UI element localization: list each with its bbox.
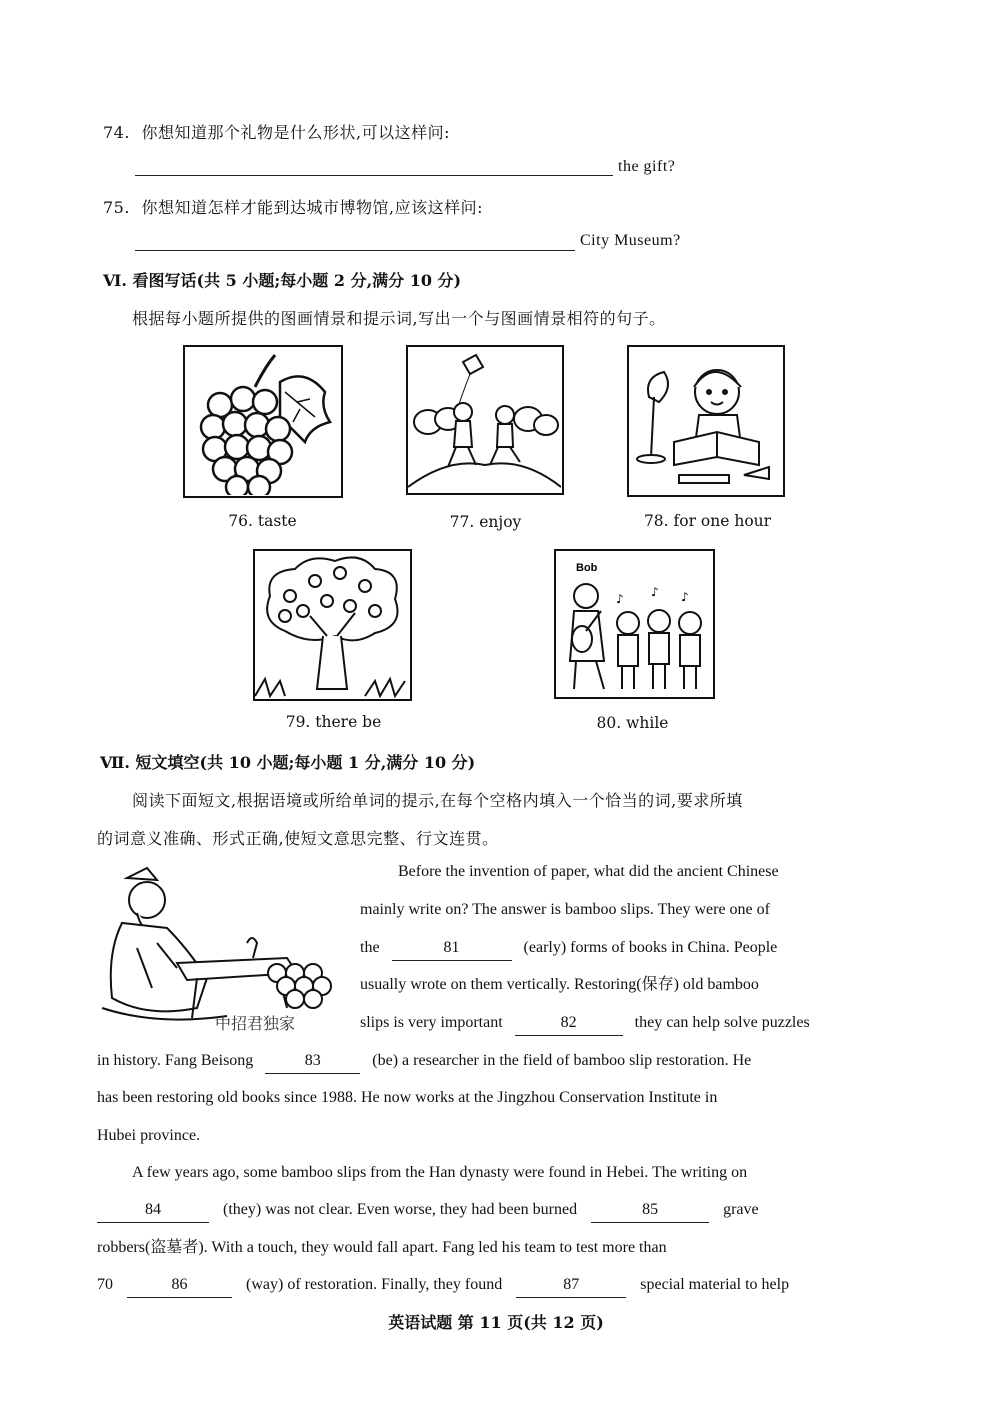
answer-line-75[interactable] bbox=[135, 250, 575, 251]
blank-84[interactable]: 84 bbox=[97, 1200, 209, 1223]
svg-text:♪: ♪ bbox=[681, 590, 689, 604]
picture-80 bbox=[554, 549, 715, 699]
section-6-instruction: 根据每小题所提供的图画情景和提示词,写出一个与图画情景相符的句子。 bbox=[132, 309, 666, 328]
picture-caption-76: 76. taste bbox=[228, 512, 297, 530]
bob-guitar-children-singing-icon bbox=[556, 551, 712, 696]
blank-81[interactable]: 81 bbox=[392, 938, 512, 961]
children-flying-kite-icon bbox=[408, 347, 561, 492]
watermark: 中招君独家 bbox=[215, 1014, 296, 1033]
apple-tree-icon bbox=[255, 551, 409, 698]
answer-line-74[interactable] bbox=[135, 175, 613, 176]
question-74 bbox=[103, 120, 450, 143]
scholar-illustration bbox=[97, 858, 352, 1038]
passage-line-blank-86-87: 70 86 (way) of restoration. Finally, they found 87 special material to help bbox=[97, 1266, 789, 1303]
question-number: 75. bbox=[103, 198, 130, 217]
blank-82[interactable]: 82 bbox=[515, 1013, 623, 1036]
boy-reading-icon bbox=[629, 347, 782, 494]
passage-line: A few years ago, some bamboo slips from the Han dynasty were found in Hebei. The writing on bbox=[132, 1164, 748, 1181]
passage-line-blank-83: in history. Fang Beisong 83 (be) a researcher in the field of bamboo slip restoration. He bbox=[97, 1042, 751, 1079]
passage-line: Hubei province. bbox=[97, 1127, 201, 1144]
grapes-icon bbox=[185, 347, 340, 495]
blank-86[interactable]: 86 bbox=[127, 1275, 232, 1298]
picture-caption-80: 80. while bbox=[596, 714, 669, 732]
section-7-instruction-2: 的词意义准确、形式正确,使短文意思完整、行文连贯。 bbox=[97, 829, 499, 848]
passage-line: robbers(盗墓者). With a touch, they would fall apart. Fang led his team to test more than bbox=[97, 1239, 667, 1256]
picture-78 bbox=[627, 345, 785, 497]
question-tail-74: the gift? bbox=[618, 158, 676, 175]
picture-76 bbox=[183, 345, 343, 498]
picture-caption-78: 78. for one hour bbox=[643, 512, 772, 530]
blank-83[interactable]: 83 bbox=[265, 1051, 360, 1074]
question-75 bbox=[103, 195, 483, 218]
question-tail-75: City Museum? bbox=[580, 232, 681, 249]
passage-line: Before the invention of paper, what did the ancient Chinese bbox=[398, 863, 779, 880]
picture-caption-77: 77. enjoy bbox=[449, 513, 522, 531]
passage-line-blank-82: slips is very important 82 they can help solve puzzles bbox=[360, 1004, 810, 1041]
passage-line-blank-84-85: 84 (they) was not clear. Even worse, they had been burned 85 grave bbox=[97, 1191, 759, 1228]
passage-line: has been restoring old books since 1988. He now works at the Jingzhou Conservation Institute in bbox=[97, 1089, 718, 1106]
svg-text:♪: ♪ bbox=[651, 585, 659, 599]
svg-text:♪: ♪ bbox=[616, 592, 624, 606]
question-prompt: 你想知道那个礼物是什么形状,可以这样问: bbox=[141, 123, 451, 142]
picture-77 bbox=[406, 345, 564, 495]
page-footer: 英语试题 第 11 页(共 12 页) bbox=[388, 1313, 604, 1332]
passage-line: mainly write on? The answer is bamboo slips. They were one of bbox=[360, 901, 770, 918]
passage-line: usually wrote on them vertically. Restoring(保存) old bamboo bbox=[360, 976, 759, 993]
picture-79 bbox=[253, 549, 412, 701]
question-number: 74. bbox=[103, 123, 130, 142]
bob-label: Bob bbox=[576, 562, 598, 574]
section-7-title: Ⅶ. 短文填空(共 10 小题;每小题 1 分,满分 10 分) bbox=[100, 753, 476, 772]
blank-85[interactable]: 85 bbox=[591, 1200, 709, 1223]
question-prompt: 你想知道怎样才能到达城市博物馆,应该这样问: bbox=[141, 198, 484, 217]
picture-caption-79: 79. there be bbox=[285, 713, 382, 731]
section-6-title: Ⅵ. 看图写话(共 5 小题;每小题 2 分,满分 10 分) bbox=[103, 271, 462, 290]
blank-87[interactable]: 87 bbox=[516, 1275, 626, 1298]
section-7-instruction-1: 阅读下面短文,根据语境或所给单词的提示,在每个空格内填入一个恰当的词,要求所填 bbox=[132, 791, 743, 810]
passage-line-blank-81: the 81 (early) forms of books in China. People bbox=[360, 929, 777, 966]
